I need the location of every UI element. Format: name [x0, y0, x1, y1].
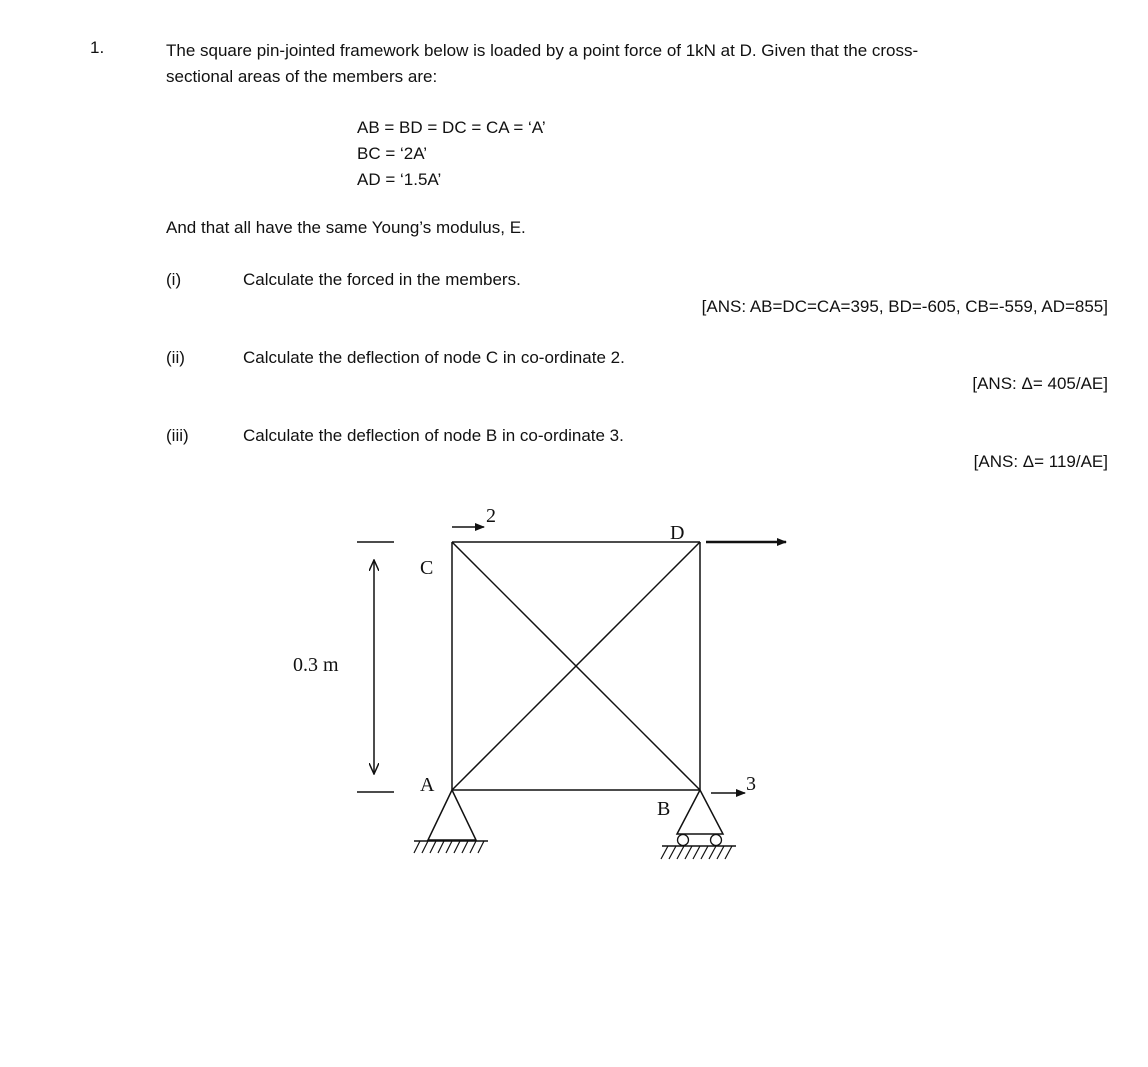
intro-line-2: sectional areas of the members are: — [166, 67, 438, 86]
node-label-c: C — [420, 557, 434, 579]
part-i-text: Calculate the forced in the members. — [243, 270, 521, 289]
coordinate-3-label: 3 — [746, 773, 756, 795]
coordinate-2-label: 2 — [486, 505, 496, 527]
part-ii-answer: [ANS: Δ= 405/AE] — [972, 374, 1108, 393]
node-label-a: A — [420, 774, 435, 796]
part-iii-label: (iii) — [166, 426, 189, 445]
pin-support-a — [414, 790, 488, 853]
area-line-2: BC = ‘2A’ — [357, 144, 428, 163]
node-label-b: B — [657, 798, 671, 820]
intro-line-1: The square pin-jointed framework below is loaded by a point force of 1kN at D. Given that the cross- — [166, 41, 919, 60]
roller-support-b — [661, 790, 736, 859]
area-line-1: AB = BD = DC = CA = ‘A’ — [357, 118, 546, 137]
part-iii-text: Calculate the deflection of node B in co-ordinate 3. — [243, 426, 624, 445]
area-line-3: AD = ‘1.5A’ — [357, 170, 442, 189]
youngs-modulus-statement: And that all have the same Young’s modulus, E. — [166, 218, 526, 237]
dimension-label: 0.3 m — [293, 654, 339, 676]
part-i-label: (i) — [166, 270, 182, 289]
part-ii-label: (ii) — [166, 348, 185, 367]
node-label-d: D — [670, 522, 685, 544]
question-number: 1. — [90, 38, 105, 57]
part-i-answer: [ANS: AB=DC=CA=395, BD=-605, CB=-559, AD=855] — [701, 297, 1108, 316]
part-ii-text: Calculate the deflection of node C in co-ordinate 2. — [243, 348, 625, 367]
part-iii-answer: [ANS: Δ= 119/AE] — [973, 452, 1108, 471]
